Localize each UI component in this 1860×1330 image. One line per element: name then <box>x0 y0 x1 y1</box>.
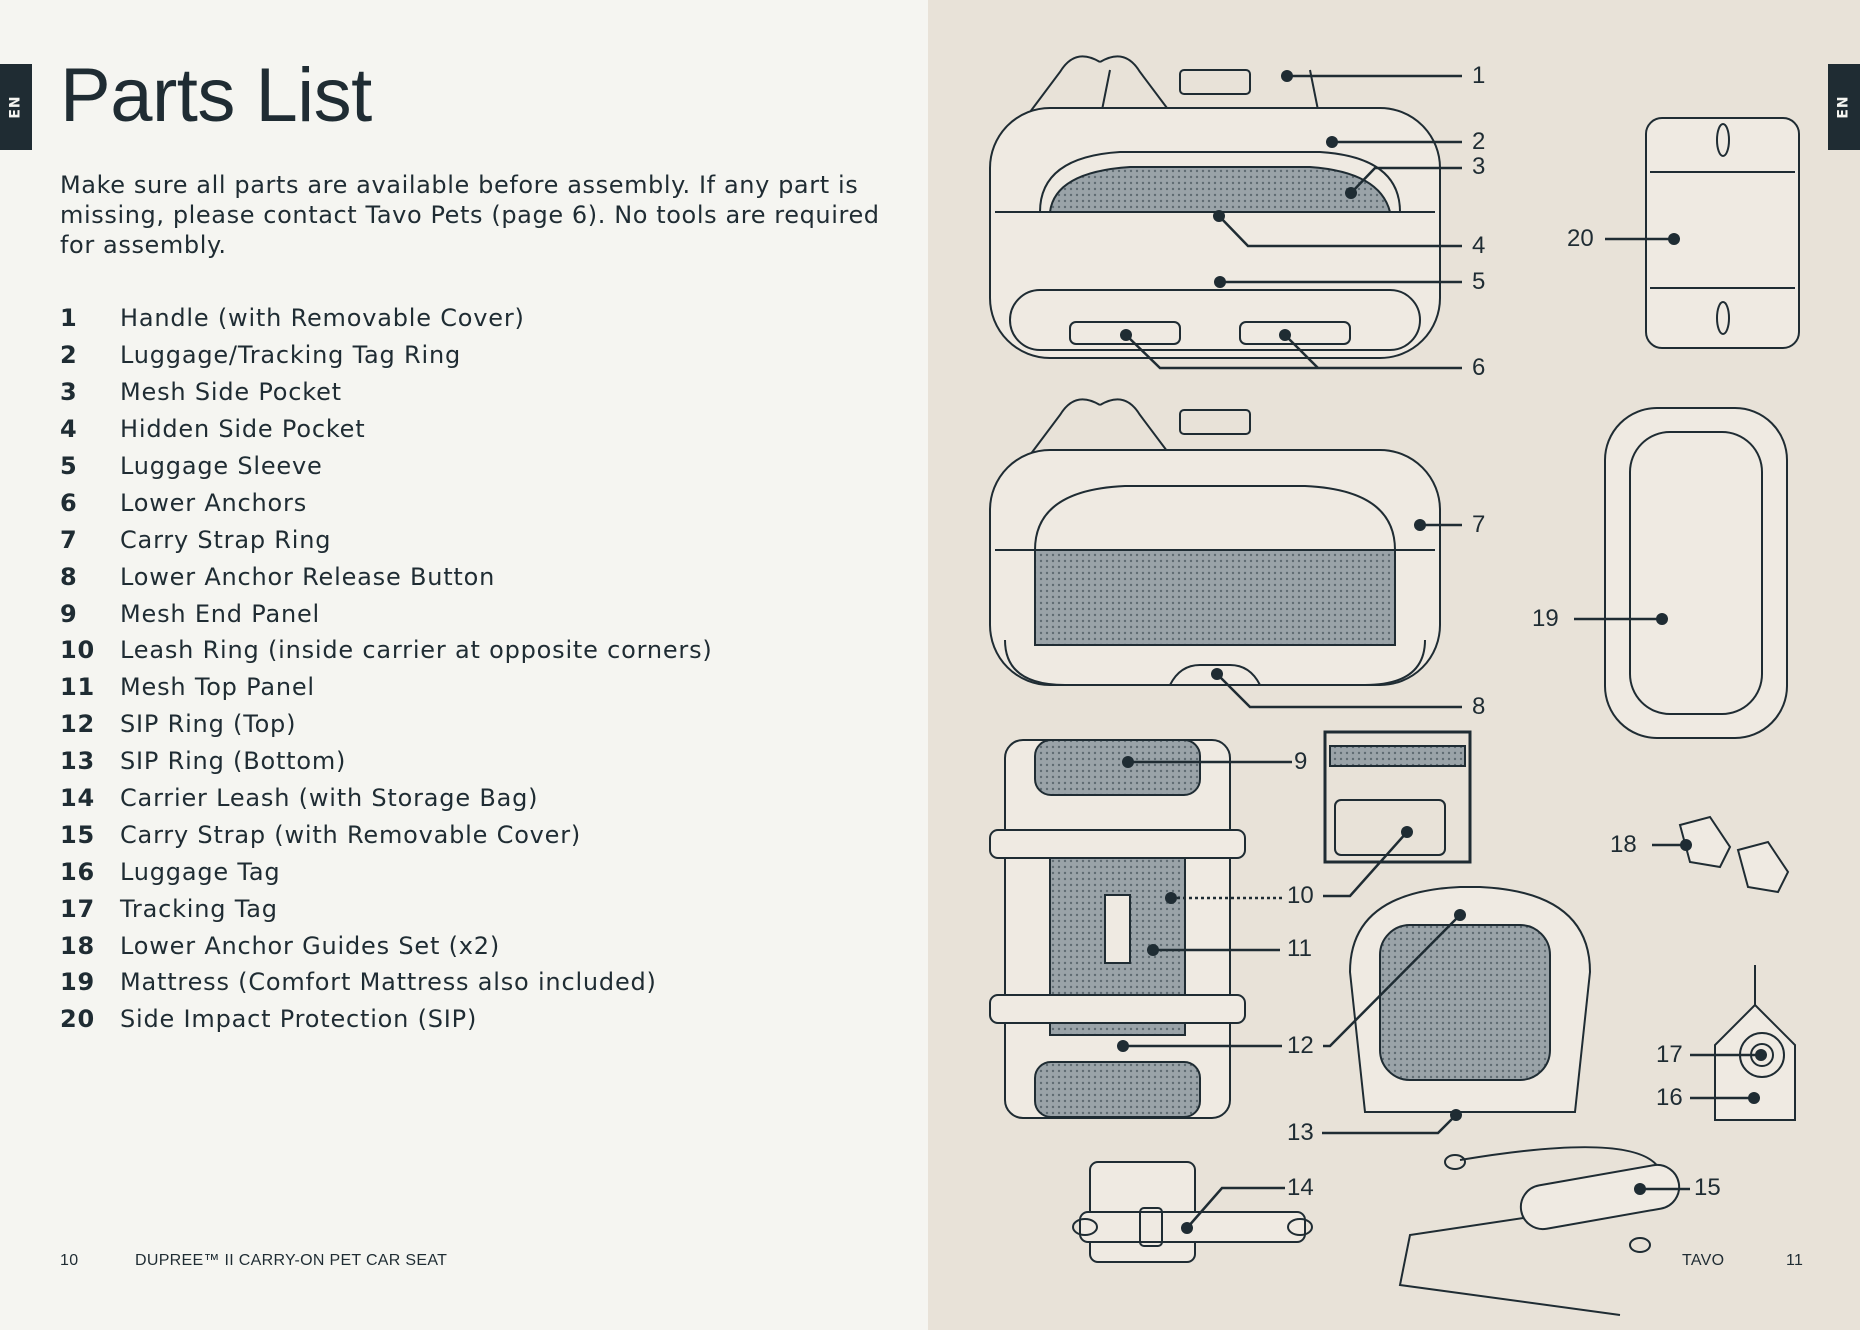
part-number: 20 <box>60 1005 95 1034</box>
part-name: Lower Anchors <box>120 488 308 517</box>
language-tab-right-label: EN <box>1836 95 1852 119</box>
lower-anchor-guides <box>1680 817 1788 892</box>
callout-5: 5 <box>1472 268 1486 295</box>
callout-10: 10 <box>1287 882 1314 909</box>
part-name: Hidden Side Pocket <box>120 415 366 444</box>
carrier-top-view <box>990 740 1245 1118</box>
callout-9: 9 <box>1294 748 1308 775</box>
carry-strap <box>1400 1147 1683 1315</box>
part-name: Mattress (Comfort Mattress also included) <box>120 968 657 997</box>
part-number: 7 <box>60 525 78 554</box>
part-number: 8 <box>60 562 78 591</box>
callout-15: 15 <box>1694 1174 1721 1201</box>
part-name: Leash Ring (inside carrier at opposite corners) <box>120 636 713 665</box>
part-name: Luggage/Tracking Tag Ring <box>120 341 462 370</box>
part-name: Mesh End Panel <box>120 599 321 628</box>
part-name: Lower Anchor Release Button <box>120 562 496 591</box>
carrier-side-view <box>990 56 1440 358</box>
callout-4: 4 <box>1472 232 1486 259</box>
part-number: 3 <box>60 378 78 407</box>
part-number: 19 <box>60 968 95 997</box>
part-name: Luggage Tag <box>120 857 281 886</box>
callout-19: 19 <box>1532 605 1559 632</box>
callout-11: 11 <box>1287 935 1312 962</box>
carrier-back-view <box>990 399 1440 685</box>
part-name: Handle (with Removable Cover) <box>120 304 525 333</box>
callout-20: 20 <box>1567 225 1594 252</box>
part-number: 4 <box>60 415 78 444</box>
part-number: 15 <box>60 820 95 849</box>
part-number: 10 <box>60 636 95 665</box>
language-tab-left-label: EN <box>8 95 24 119</box>
mattress <box>1605 408 1787 738</box>
callout-17: 17 <box>1656 1041 1683 1068</box>
part-number: 13 <box>60 747 95 776</box>
right-page-number: 11 <box>1786 1252 1804 1269</box>
callout-13: 13 <box>1287 1119 1314 1146</box>
part-name: SIP Ring (Top) <box>120 710 297 739</box>
intro-paragraph: Make sure all parts are available before assembly. If any part is missing, please contact Tavo Pets (page 6). No tools are required for assembly. <box>60 171 880 259</box>
callout-6: 6 <box>1472 354 1486 381</box>
part-name: Side Impact Protection (SIP) <box>120 1005 478 1034</box>
callout-7: 7 <box>1472 511 1486 538</box>
part-name: Tracking Tag <box>120 894 278 923</box>
part-number: 5 <box>60 452 78 480</box>
part-number: 18 <box>60 931 95 960</box>
callout-3: 3 <box>1472 153 1486 180</box>
left-footer-title: DUPREE™ II CARRY-ON PET CAR SEAT <box>135 1252 448 1269</box>
part-name: Carry Strap Ring <box>120 525 332 554</box>
part-name: Lower Anchor Guides Set (x2) <box>120 931 500 960</box>
part-number: 2 <box>60 341 78 370</box>
part-name: SIP Ring (Bottom) <box>120 747 347 776</box>
carrier-end-view <box>1350 887 1590 1112</box>
part-name: Mesh Side Pocket <box>120 378 342 407</box>
part-name: Luggage Sleeve <box>120 452 323 480</box>
part-name: Mesh Top Panel <box>120 673 315 702</box>
part-number: 14 <box>60 784 95 813</box>
part-number: 12 <box>60 710 95 739</box>
callout-14: 14 <box>1287 1174 1314 1201</box>
part-number: 11 <box>60 673 95 702</box>
part-name: Carry Strap (with Removable Cover) <box>120 820 582 849</box>
callout-16: 16 <box>1656 1084 1683 1111</box>
callout-8: 8 <box>1472 693 1486 720</box>
callout-1: 1 <box>1472 62 1486 89</box>
part-number: 1 <box>60 304 78 333</box>
part-name: Carrier Leash (with Storage Bag) <box>120 784 539 813</box>
side-impact-protection <box>1646 118 1799 348</box>
part-number: 17 <box>60 894 95 923</box>
part-number: 9 <box>60 599 78 628</box>
part-number: 6 <box>60 488 78 517</box>
callout-2: 2 <box>1472 128 1486 155</box>
part-number: 16 <box>60 857 95 886</box>
left-page-number: 10 <box>60 1252 79 1269</box>
page-title: Parts List <box>60 53 372 138</box>
callout-18: 18 <box>1610 831 1637 858</box>
right-footer-brand: TAVO <box>1682 1252 1725 1269</box>
carrier-leash <box>1073 1162 1312 1262</box>
callout-12: 12 <box>1287 1032 1314 1059</box>
